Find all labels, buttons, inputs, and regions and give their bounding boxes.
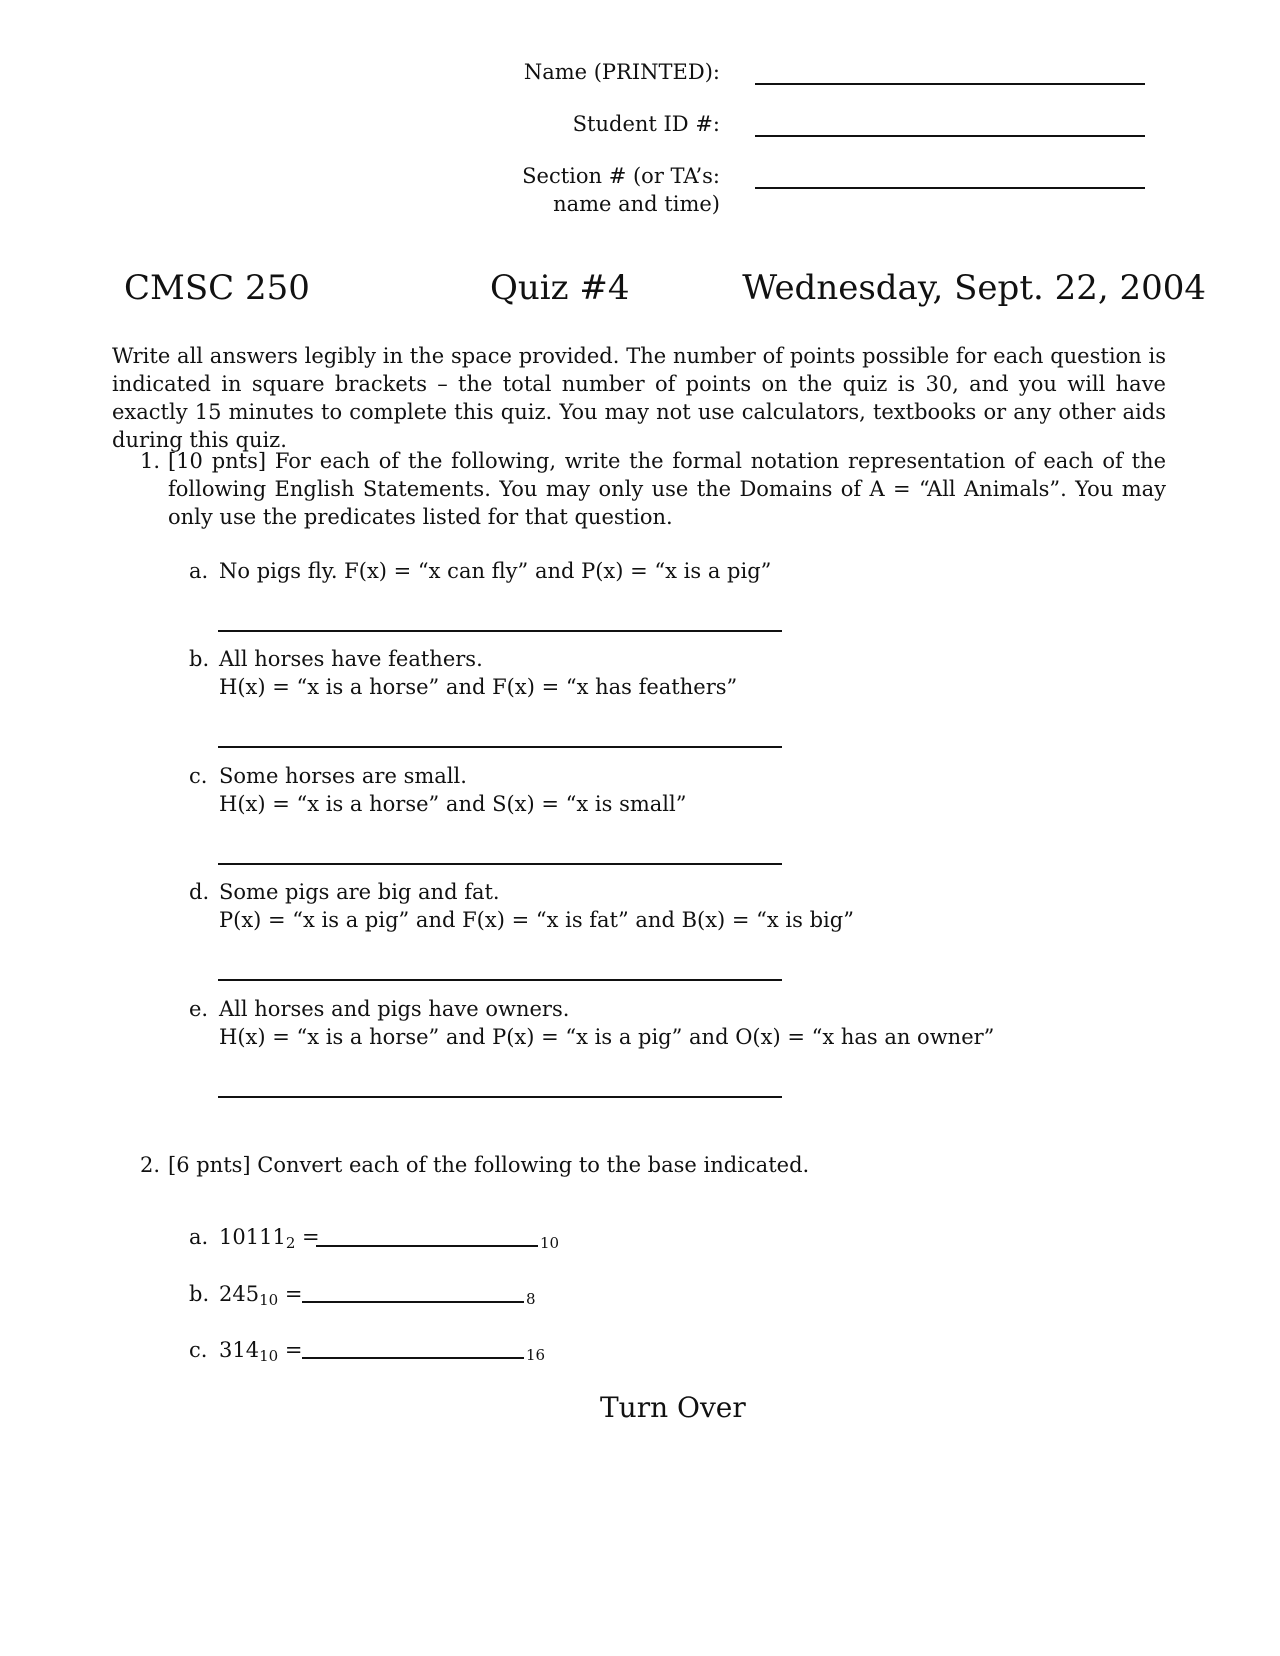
instructions: Write all answers legibly in the space provided. The number of points possible for each question is indicated in square brackets – the total number of points on the quiz is 30, and you will have exactly 15 minutes to complete this quiz. You may not use calculators, textbooks or any other aids during this quiz.	[112, 344, 1166, 452]
q2b-letter: b.	[189, 1282, 210, 1306]
q2b-to-base: 8	[526, 1290, 536, 1308]
quiz-date: Wednesday, Sept. 22, 2004	[742, 268, 1206, 308]
q2b-equals: =	[284, 1282, 303, 1306]
q2c-letter: c.	[189, 1338, 208, 1362]
q1d-predicates: P(x) = “x is a pig” and F(x) = “x is fat” and B(x) = “x is big”	[219, 908, 854, 932]
q1d-answer-line[interactable]	[218, 979, 782, 981]
q1c-predicates: H(x) = “x is a horse” and S(x) = “x is small”	[219, 792, 687, 816]
q1d-letter: d.	[189, 880, 210, 904]
q2a-value: 10111	[219, 1225, 286, 1249]
student-id-field[interactable]	[755, 135, 1145, 137]
q2c-to-base: 16	[526, 1346, 546, 1364]
q2-number: 2.	[140, 1153, 161, 1177]
q1a-text: No pigs fly. F(x) = “x can fly” and P(x) = “x is a pig”	[219, 559, 772, 583]
q1e-answer-line[interactable]	[218, 1096, 782, 1098]
q2c-from-base: 10	[259, 1347, 279, 1365]
q1e-letter: e.	[189, 997, 209, 1021]
q1d-text: Some pigs are big and fat.	[219, 880, 500, 904]
q2a-to-base: 10	[540, 1234, 560, 1252]
q1b-answer-line[interactable]	[218, 746, 782, 748]
name-label: Name (PRINTED):	[523, 60, 720, 84]
q2c-answer-line[interactable]	[302, 1357, 524, 1359]
q1e-predicates: H(x) = “x is a horse” and P(x) = “x is a pig” and O(x) = “x has an owner”	[219, 1025, 995, 1049]
q1b-letter: b.	[189, 647, 210, 671]
q2b-answer-line[interactable]	[302, 1301, 524, 1303]
course-title: CMSC 250	[124, 268, 310, 308]
name-field[interactable]	[755, 83, 1145, 85]
q2a-answer-line[interactable]	[316, 1245, 538, 1247]
q2c-expression	[219, 1336, 302, 1364]
q1b-predicates: H(x) = “x is a horse” and F(x) = “x has feathers”	[219, 675, 738, 699]
q1-number: 1.	[140, 449, 161, 473]
q1c-answer-line[interactable]	[218, 863, 782, 865]
q2a-letter: a.	[189, 1225, 209, 1249]
q2b-value: 245	[219, 1282, 260, 1306]
q2b-from-base: 10	[259, 1291, 279, 1309]
q1-intro: [10 pnts] For each of the following, write the formal notation representation of each of the following English Statements. You may only use the Domains of A = “All Animals”. You may only use the predicates listed for that question.	[168, 449, 1166, 529]
q1b-text: All horses have feathers.	[219, 647, 483, 671]
q2c-equals: =	[284, 1338, 303, 1362]
section-label-line2: name and time)	[553, 192, 720, 216]
student-id-label: Student ID #:	[572, 112, 720, 136]
q2b-expression	[219, 1280, 302, 1308]
q2-intro: [6 pnts] Convert each of the following to the base indicated.	[168, 1153, 810, 1177]
q2a-equals: =	[302, 1225, 320, 1249]
q1a-answer-line[interactable]	[218, 630, 782, 632]
turn-over: Turn Over	[600, 1391, 746, 1424]
section-label-line1: Section # (or TA’s:	[522, 164, 720, 188]
q2a-from-base: 2	[285, 1234, 296, 1252]
q1a-letter: a.	[189, 559, 209, 583]
q2c-value: 314	[219, 1338, 260, 1362]
q2a-expression	[219, 1223, 320, 1251]
section-field[interactable]	[755, 187, 1145, 189]
q1c-letter: c.	[189, 764, 208, 788]
q1c-text: Some horses are small.	[219, 764, 467, 788]
q1e-text: All horses and pigs have owners.	[219, 997, 570, 1021]
quiz-title: Quiz #4	[490, 268, 630, 308]
